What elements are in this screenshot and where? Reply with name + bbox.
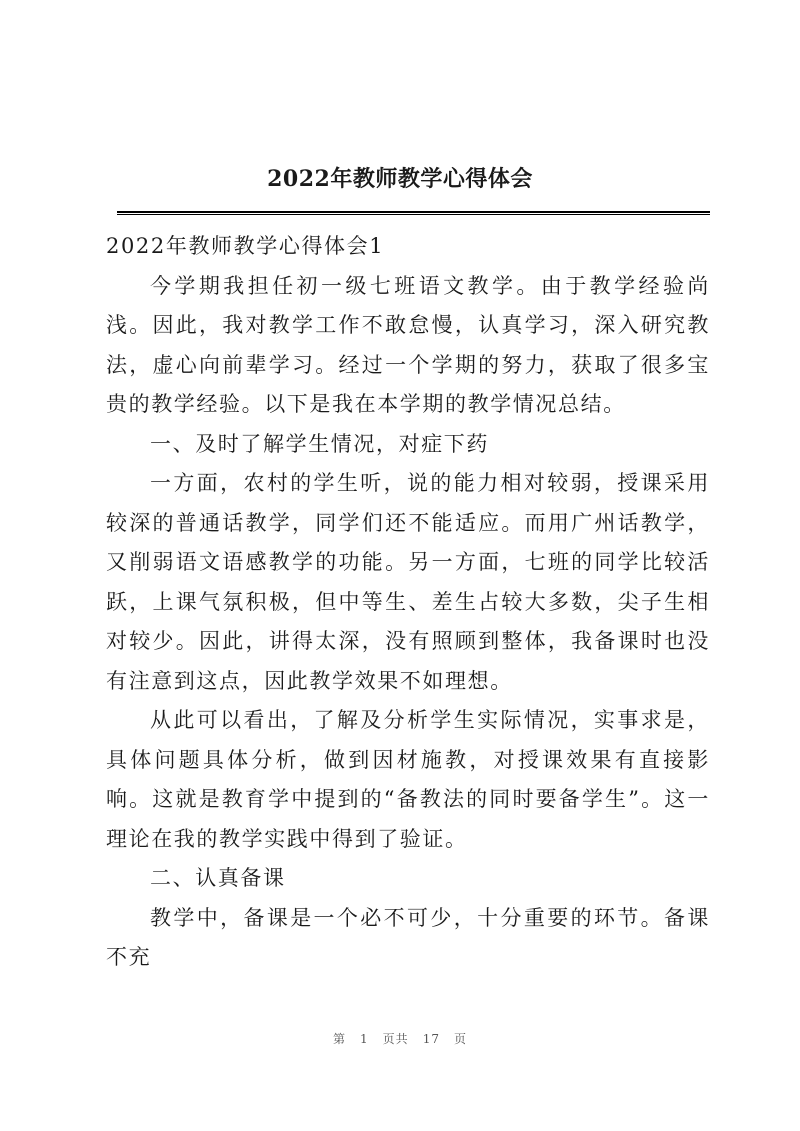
footer-prefix: 第 — [333, 1032, 347, 1046]
footer-total-pages: 17 — [422, 1032, 440, 1046]
footer-current-page: 1 — [360, 1032, 369, 1046]
subsection-heading: 二、认真备课 — [150, 866, 286, 890]
body-paragraph: 从此可以看出，了解及分析学生实际情况，实事求是，具体问题具体分析，做到因材施教，对授课效果有直接影响。这就是教育学中提到的“备教法的同时要备学生”。这一理论在我的教学实践中得到了验证。 — [106, 708, 710, 851]
title-divider — [117, 211, 710, 215]
document-title: 2022年教师教学心得体会 — [267, 166, 533, 192]
footer-suffix: 页 — [453, 1032, 467, 1046]
body-paragraph: 教学中，备课是一个必不可少，十分重要的环节。备课不充 — [106, 905, 710, 969]
footer-middle: 页共 — [382, 1032, 409, 1046]
body-paragraph: 今学期我担任初一级七班语文教学。由于教学经验尚浅。因此，我对教学工作不敢怠慢，认真学习，深入研究教法，虚心向前辈学习。经过一个学期的努力，获取了很多宝贵的教学经验。以下是我在本学期的教学情况总结。 — [106, 273, 710, 416]
subsection-heading: 一、及时了解学生情况，对症下药 — [150, 431, 489, 456]
page-footer — [0, 1030, 800, 1047]
section-heading: 2022年教师教学心得体会1 — [106, 234, 385, 258]
document-body — [106, 227, 710, 978]
body-paragraph: 一方面，农村的学生听，说的能力相对较弱，授课采用较深的普通话教学，同学们还不能适应。而用广州话教学，又削弱语文语感教学的功能。另一方面，七班的同学比较活跃，上课气氛积极，但中等生、差生占较大多数，尖子生相对较少。因此，讲得太深，没有照顾到整体，我备课时也没有注意到这点，因此教学效果不如理想。 — [106, 471, 710, 693]
